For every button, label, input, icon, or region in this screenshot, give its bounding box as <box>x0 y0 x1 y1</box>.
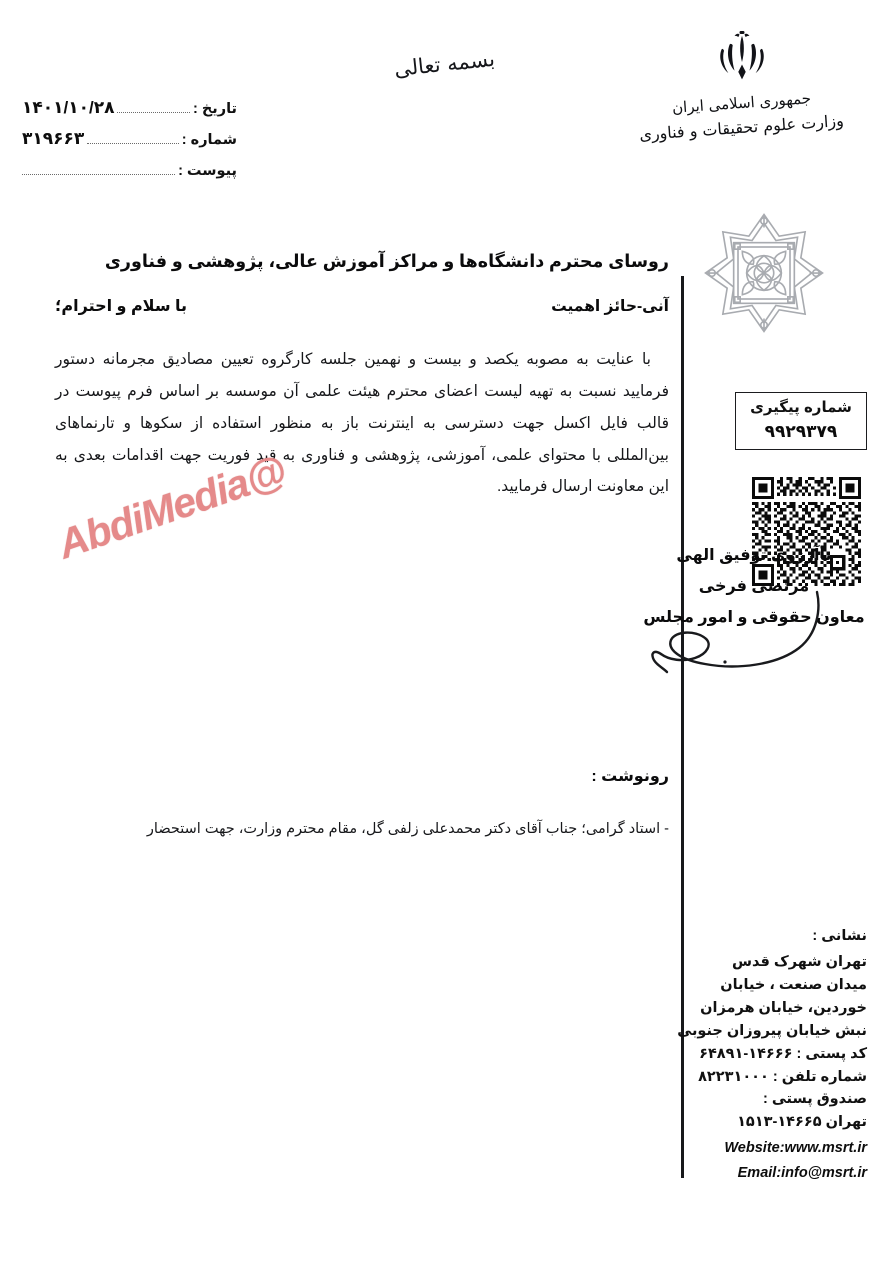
footer-address-line: تهران شهرک قدس <box>731 954 867 970</box>
date-field-label: تاریخ : <box>193 101 237 117</box>
date-field-value: ۱۴۰۱/۱۰/۲۸ <box>22 98 115 117</box>
iran-national-emblem-icon <box>711 26 773 88</box>
attachment-field-row <box>22 150 237 181</box>
footer-address-line: خوردین، خیابان هرمزان <box>700 999 867 1016</box>
letter-addressee: روسای محترم دانشگاه‌ها و مراکز آموزش عالی، پژوهشی و فناوری <box>104 251 669 271</box>
footer-po-box-label: صندوق پستی : <box>763 1091 867 1108</box>
footer-email[interactable]: Email:info@msrt.ir <box>737 1165 867 1182</box>
footer-postal-code: کد پستی : ۱۴۶۶۶-۶۴۸۹۱ <box>699 1045 867 1062</box>
letter-body <box>0 248 889 503</box>
tracking-number-label: شماره پیگیری <box>750 399 852 416</box>
letter-priority-label: آنی-حائز اهمیت <box>551 298 669 316</box>
footer-address-block <box>677 928 867 1186</box>
ministry-line-republic: جمهوری اسلامی ایران <box>671 89 812 117</box>
footer-website[interactable]: Website:www.msrt.ir <box>724 1140 867 1157</box>
ministry-line-name: وزارت علوم تحقیقات و فناوری <box>638 110 845 145</box>
carbon-copy-item: - استاد گرامی؛ جناب آقای دکتر محمدعلی زلفی گل، مقام محترم وزارت، جهت استحضار <box>146 821 669 837</box>
letter-paragraph: با عنایت به مصوبه یکصد و بیست و نهمین جلسه کارگروه تعیین مصادیق مجرمانه دستور فرمایید نسبت به تهیه لیست اعضای محترم هیئت علمی آن موسسه بر اساس فرم پیوست در قالب فایل اکسل جهت دسترسی به اینترنت باز به منظور استفاده از سکوها و تارنماهای بین‌المللی با محتوای علمی، آموزشی، پژوهشی و فناوری به قید فوریت جهت اقدامات بعدی به این معاونت ارسال فرمایید. <box>55 351 669 496</box>
attachment-field-label: پیوست : <box>178 163 237 179</box>
letter-greeting-row <box>55 296 669 316</box>
basmala-heading: بسمه تعالی <box>393 46 496 82</box>
footer-address-line: میدان صنعت ، خیابان <box>720 976 867 993</box>
letter-header-fields <box>22 88 237 181</box>
watermark-abdimedia: @AbdiMedia <box>52 446 292 568</box>
number-field-label: شماره : <box>181 132 237 148</box>
attachment-field-rule <box>22 173 175 175</box>
signature-title: معاون حقوقی و امور مجلس <box>643 609 865 627</box>
date-field-row <box>22 88 237 119</box>
footer-phone-number: شماره تلفن : ۸۲۲۳۱۰۰۰ <box>698 1068 867 1085</box>
tracking-number-value: ۹۹۲۹۳۷۹ <box>764 422 838 441</box>
carbon-copy-title: رونوشت : <box>591 768 669 785</box>
date-field-rule <box>117 111 190 113</box>
number-field-rule <box>87 142 179 144</box>
ministry-masthead <box>634 26 849 145</box>
number-field-row <box>22 119 237 150</box>
footer-po-box-value: تهران ۱۴۶۶۵-۱۵۱۳ <box>737 1114 867 1131</box>
signature-closing: باآرزوی توفیق الهی <box>676 547 832 564</box>
number-field-value: ۳۱۹۶۶۳ <box>22 129 85 148</box>
handwritten-signature-icon <box>621 586 831 686</box>
signature-name: مرتضی فرخی <box>698 578 810 596</box>
carbon-copy-block <box>0 766 889 842</box>
letter-greeting: با سلام و احترام؛ <box>55 298 188 316</box>
footer-address-title: نشانی : <box>812 928 867 944</box>
footer-address-line: نبش خیابان پیروزان جنوبی <box>677 1022 867 1039</box>
